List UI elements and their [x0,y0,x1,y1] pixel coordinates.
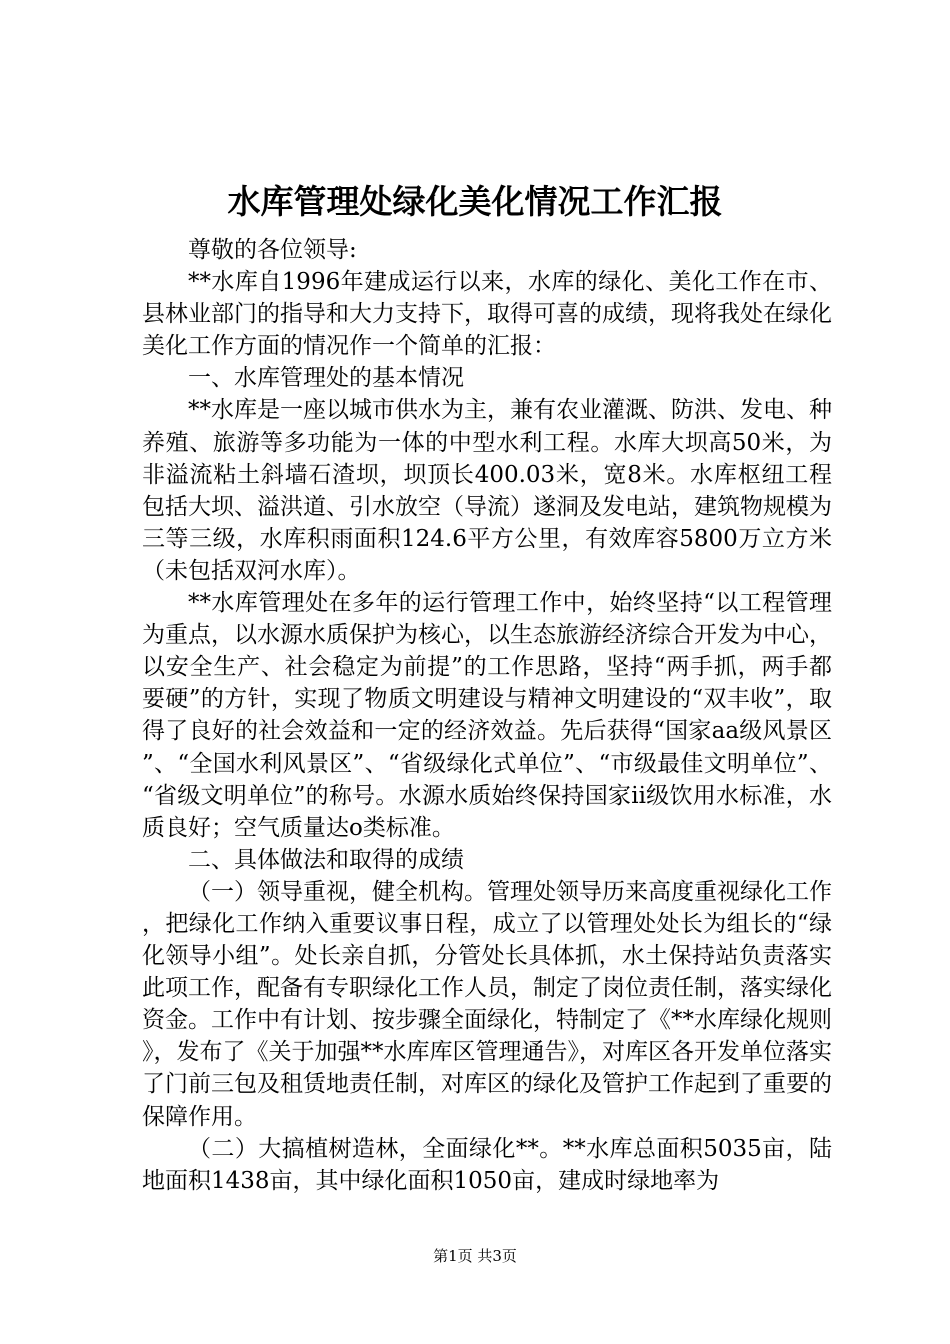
afforestation-paragraph: （二）大搞植树造林，全面绿化**。**水库总面积5035亩，陆地面积1438亩，其中绿化面积1050亩，建成时绿地率为 [142,1135,832,1194]
intro-paragraph: **水库自1996年建成运行以来，水库的绿化、美化工作在市、县林业部门的指导和大力支持下，取得可喜的成绩，现将我处在绿化美化工作方面的情况作一个简单的汇报： [142,269,832,360]
page-number-footer: 第1页 共3页 [433,1247,517,1265]
section-heading-basic-situation: 一、水库管理处的基本情况 [188,365,464,392]
document-title: 水库管理处绿化美化情况工作汇报 [227,182,723,221]
section-heading-methods-results: 二、具体做法和取得的成绩 [188,846,464,873]
salutation-paragraph: 尊敬的各位领导: [188,237,357,263]
document-body [142,234,832,1197]
management-achievements-paragraph: **水库管理处在多年的运行管理工作中，始终坚持“以工程管理为重点，以水源水质保护为核心，以生态旅游经济综合开发为中心，以安全生产、社会稳定为前提”的工作思路，坚持“两手抓，两手都要硬”的方针，实现了物质文明建设与精神文明建设的“双丰收”，取得了良好的社会效益和一定的经济效益。先后获得“国家aa级风景区”、“全国水利风景区”、“省级绿化式单位”、“市级最佳文明单位”、“省级文明单位”的称号。水源水质始终保持国家ii级饮用水标准，水质良好；空气质量达o类标准。 [142,590,832,841]
leadership-paragraph: （一）领导重视，健全机构。管理处领导历来高度重视绿化工作，把绿化工作纳入重要议事日程，成立了以管理处处长为组长的“绿化领导小组”。处长亲自抓，分管处长具体抓，水土保持站负责落实此项工作，配备有专职绿化工作人员，制定了岗位责任制，落实绿化资金。工作中有计划、按步骤全面绿化，特制定了《**水库绿化规则》，发布了《关于加强**水库库区管理通告》，对库区各开发单位落实了门前三包及租赁地责任制，对库区的绿化及管护工作起到了重要的保障作用。 [142,878,832,1130]
reservoir-overview-paragraph: **水库是一座以城市供水为主，兼有农业灌溉、防洪、发电、种养殖、旅游等多功能为一体的中型水利工程。水库大坝高50米，为非溢流粘土斜墙石渣坝，坝顶长400.03米，宽8米。水库枢纽工程包括大坝、溢洪道、引水放空（导流）遂洞及发电站，建筑物规模为三等三级，水库积雨面积124.6平方公里，有效库容5800万立方米（未包括双河水库）。 [142,397,832,584]
